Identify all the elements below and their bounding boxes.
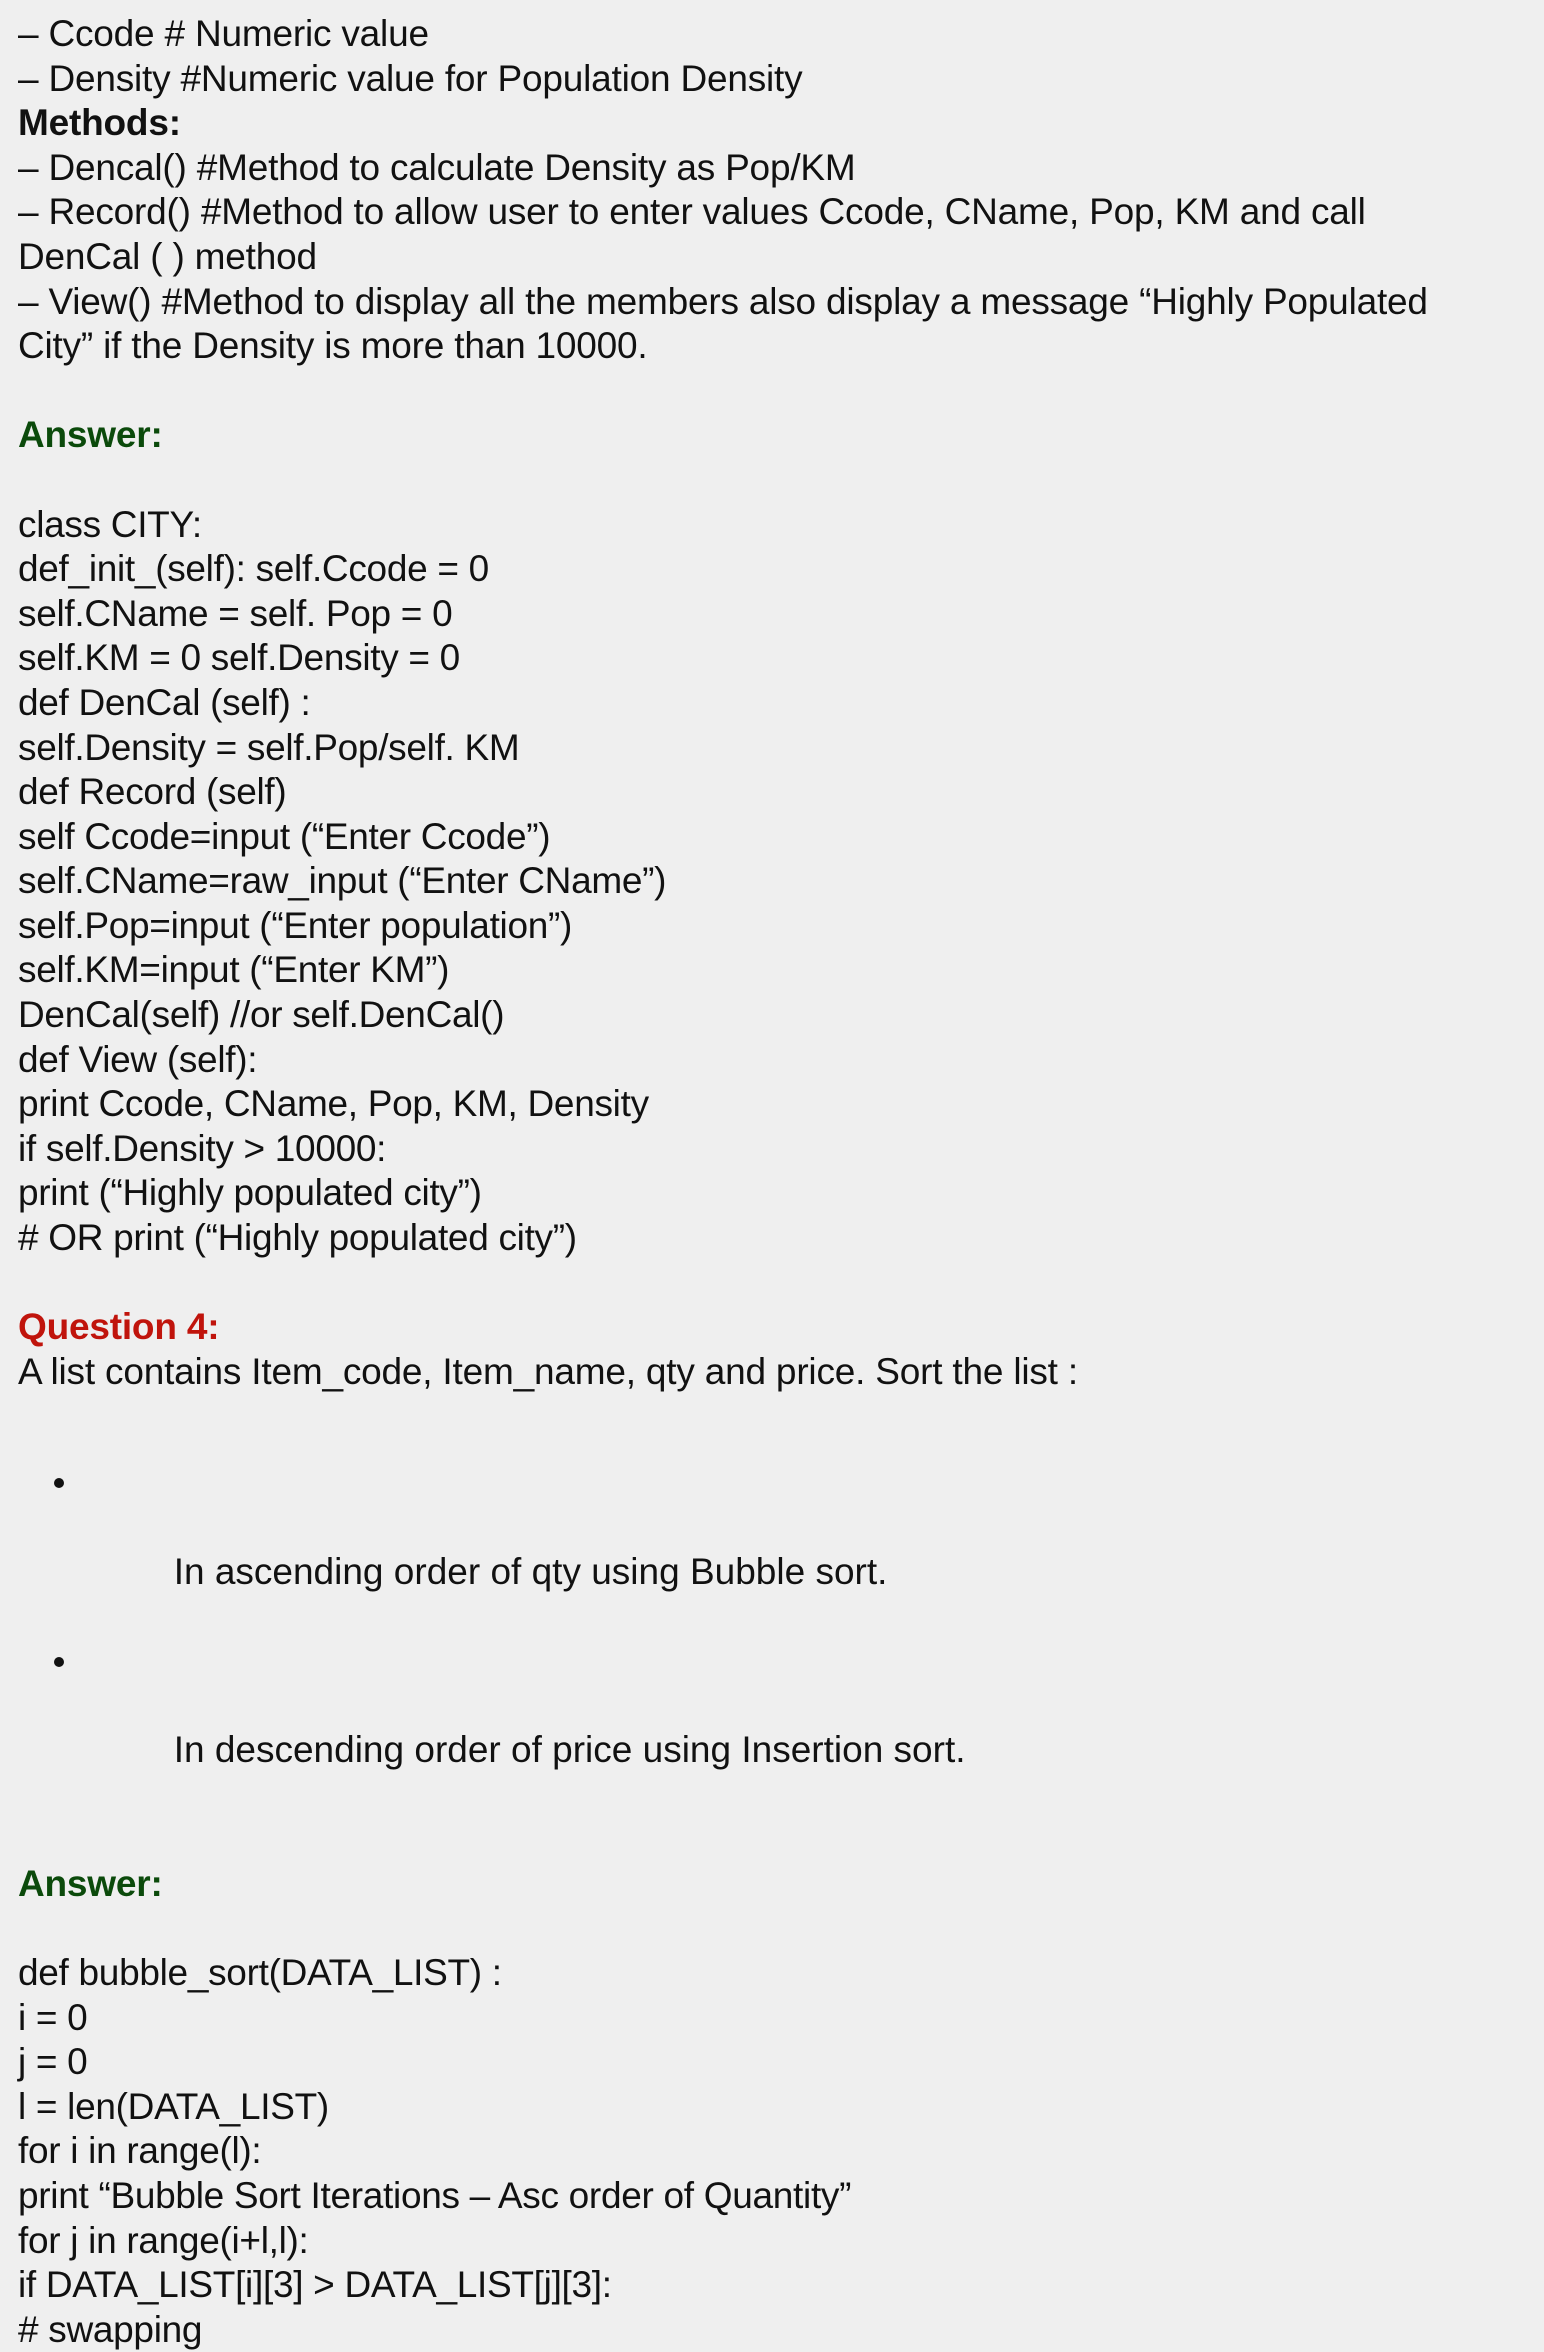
code-line: def View (self):	[18, 1038, 258, 1080]
code-line: j = 0	[18, 2041, 88, 2083]
spec-block	[18, 12, 1524, 101]
code-line: self.KM=input (“Enter KM”)	[18, 949, 450, 991]
code-line: if self.Density > 10000:	[18, 1127, 387, 1169]
question-heading: Question 4:	[18, 1306, 220, 1348]
methods-heading: Methods:	[18, 102, 181, 144]
answer-heading: Answer:	[18, 414, 163, 456]
spacer	[18, 1906, 1524, 1951]
question-text: A list contains Item_code, Item_name, qty and price. Sort the list :	[18, 1350, 1078, 1392]
spacer	[18, 369, 1524, 414]
code-line: class CITY:	[18, 503, 202, 545]
code-line: l = len(DATA_LIST)	[18, 2085, 329, 2127]
code-line: def bubble_sort(DATA_LIST) :	[18, 1951, 502, 1993]
answer2-code-block	[18, 1951, 1524, 2352]
method-line-dencal: – Dencal() #Method to calculate Density as Pop/KM	[18, 146, 856, 188]
code-line: # swapping	[18, 2308, 203, 2350]
code-line: self.KM = 0 self.Density = 0	[18, 637, 460, 679]
code-line: self.Pop=input (“Enter population”)	[18, 904, 573, 946]
spacer	[18, 1394, 1524, 1460]
code-line: def_init_(self): self.Ccode = 0	[18, 548, 489, 590]
method-line-record-cont: DenCal ( ) method	[18, 235, 317, 277]
code-line: def Record (self)	[18, 771, 287, 813]
code-line: if DATA_LIST[i][3] > DATA_LIST[j][3]:	[18, 2264, 612, 2306]
code-line: print (“Highly populated city”)	[18, 1172, 482, 1214]
answer1-code-block	[18, 503, 1524, 1261]
list-item-text: In descending order of price using Insertion sort.	[173, 1728, 966, 1770]
code-line: self.CName=raw_input (“Enter CName”)	[18, 860, 667, 902]
code-line: def DenCal (self) :	[18, 681, 311, 723]
code-line: self.Density = self.Pop/self. KM	[18, 726, 520, 768]
spec-line-ccode: – Ccode # Numeric value	[18, 13, 429, 54]
code-line: self Ccode=input (“Enter Ccode”)	[18, 815, 551, 857]
spacer	[18, 458, 1524, 503]
bullet-icon	[54, 1657, 64, 1667]
code-line: DenCal(self) //or self.DenCal()	[18, 994, 505, 1036]
code-line: i = 0	[18, 1996, 88, 2038]
code-line: for j in range(i+l,l):	[18, 2219, 309, 2261]
list-item	[18, 1639, 1524, 1817]
code-line: print Ccode, CName, Pop, KM, Density	[18, 1083, 649, 1125]
code-line: print “Bubble Sort Iterations – Asc order of Quantity”	[18, 2174, 852, 2216]
spacer	[18, 1261, 1524, 1306]
method-line-record: – Record() #Method to allow user to enter values Ccode, CName, Pop, KM and call	[18, 191, 1366, 233]
answer-heading: Answer:	[18, 1862, 163, 1904]
list-item	[18, 1460, 1524, 1638]
method-line-view: – View() #Method to display all the members also display a message “Highly Populated	[18, 280, 1428, 322]
code-line: self.CName = self. Pop = 0	[18, 592, 453, 634]
question-bullet-list	[18, 1460, 1524, 1817]
spacer	[18, 1817, 1524, 1862]
bullet-icon	[54, 1478, 64, 1488]
method-line-view-cont: City” if the Density is more than 10000.	[18, 325, 648, 367]
list-item-text: In ascending order of qty using Bubble sort.	[173, 1550, 888, 1592]
methods-block	[18, 146, 1524, 369]
code-line: # OR print (“Highly populated city”)	[18, 1217, 577, 1259]
code-line: for i in range(l):	[18, 2130, 262, 2172]
spec-line-density: – Density #Numeric value for Population Density	[18, 57, 803, 99]
